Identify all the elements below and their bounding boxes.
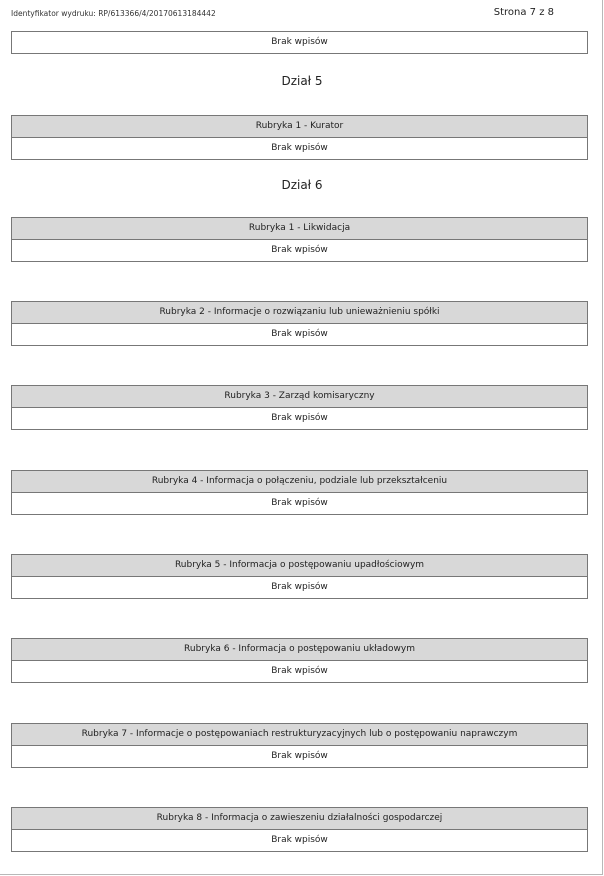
rubric-value: Brak wpisów — [271, 498, 328, 508]
rubric-box-d6-r4 — [11, 470, 588, 515]
rubric-box-d6-r6 — [11, 638, 588, 683]
page-number: Strona 7 z 8 — [493, 7, 554, 18]
section-title-dzial-5: Dział 5 — [281, 74, 323, 88]
rubric-box-d5-r1 — [11, 115, 588, 160]
section-title-dzial-6: Dział 6 — [281, 178, 323, 192]
rubric-value: Brak wpisów — [271, 245, 328, 255]
rubric-box-d6-r5 — [11, 554, 588, 599]
rubric-box-d6-r8 — [11, 807, 588, 852]
rubric-value: Brak wpisów — [271, 751, 328, 761]
rubric-title: Rubryka 2 - Informacje o rozwiązaniu lub unieważnieniu spółki — [12, 302, 587, 324]
rubric-box-d6-r3 — [11, 385, 588, 430]
rubric-box-d6-r2 — [11, 301, 588, 346]
rubric-value: Brak wpisów — [271, 143, 328, 153]
rubric-title: Rubryka 8 - Informacja o zawieszeniu działalności gospodarczej — [12, 808, 587, 830]
rubric-box-d6-r1 — [11, 217, 588, 262]
rubric-box-d6-r7 — [11, 723, 588, 768]
rubric-title: Rubryka 1 - Likwidacja — [12, 218, 587, 240]
rubric-value: Brak wpisów — [271, 666, 328, 676]
rubric-title: Rubryka 1 - Kurator — [12, 116, 587, 138]
top-entry-value: Brak wpisów — [271, 37, 328, 47]
top-entry-box — [11, 31, 588, 54]
rubric-title: Rubryka 5 - Informacja o postępowaniu upadłościowym — [12, 555, 587, 577]
rubric-title: Rubryka 3 - Zarząd komisaryczny — [12, 386, 587, 408]
rubric-value: Brak wpisów — [271, 835, 328, 845]
rubric-value: Brak wpisów — [271, 329, 328, 339]
rubric-title: Rubryka 6 - Informacja o postępowaniu układowym — [12, 639, 587, 661]
rubric-title: Rubryka 4 - Informacja o połączeniu, podziale lub przekształceniu — [12, 471, 587, 493]
rubric-value: Brak wpisów — [271, 582, 328, 592]
rubric-value: Brak wpisów — [271, 413, 328, 423]
print-identifier: Identyfikator wydruku: RP/613366/4/20170613184442 — [11, 9, 216, 18]
rubric-title: Rubryka 7 - Informacje o postępowaniach restrukturyzacyjnych lub o postępowaniu naprawczym — [12, 724, 587, 746]
